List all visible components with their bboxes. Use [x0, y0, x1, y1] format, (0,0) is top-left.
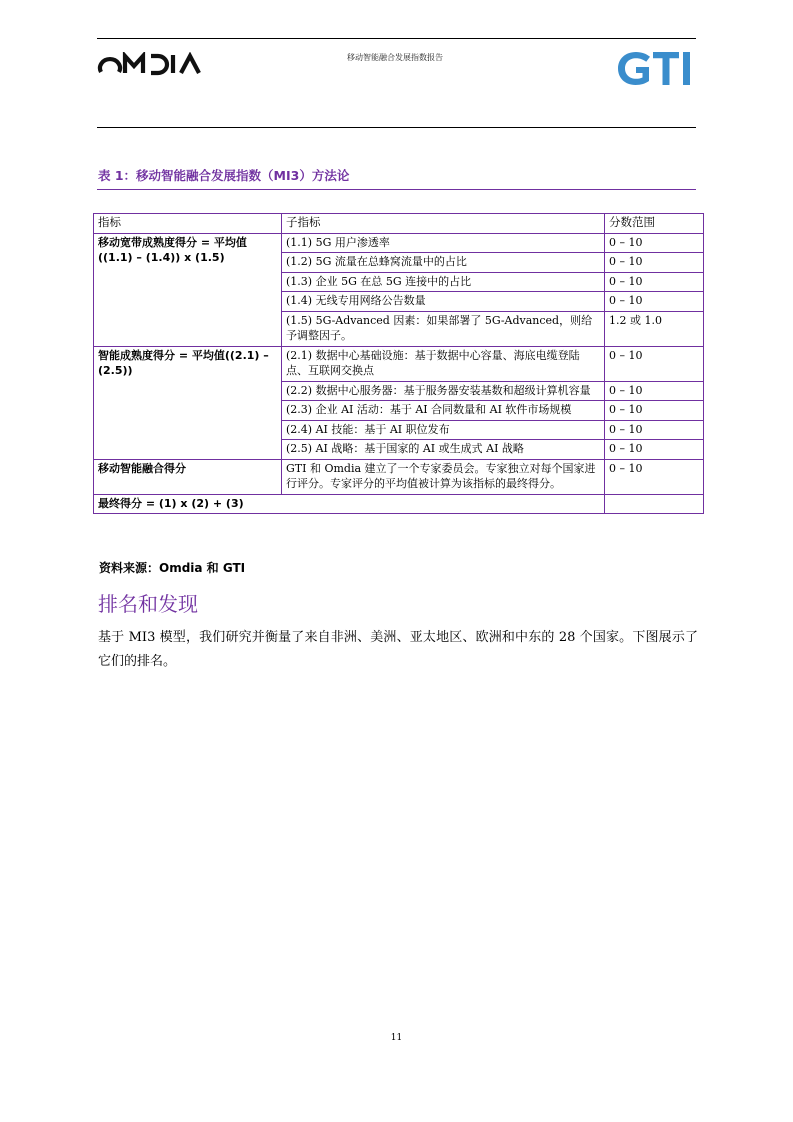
- score-range-cell: 0 – 10: [605, 401, 704, 421]
- body-paragraph: 基于 MI3 模型，我们研究并衡量了来自非洲、美洲、亚太地区、欧洲和中东的 28 个国家。下图展示了它们的排名。: [98, 630, 698, 669]
- header-sub-indicator: 子指标: [282, 214, 605, 234]
- caption-rule: [97, 189, 696, 190]
- sub-indicator-cell: (1.1) 5G 用户渗透率: [282, 233, 605, 253]
- table-row: [94, 233, 704, 253]
- score-range-cell: 0 – 10: [605, 440, 704, 460]
- score-range-cell: 0 – 10: [605, 292, 704, 312]
- final-score-empty-cell: [605, 494, 704, 514]
- sub-indicator-cell: (2.2) 数据中心服务器：基于服务器安装基数和超级计算机容量: [282, 381, 605, 401]
- final-score-row: [94, 494, 704, 514]
- methodology-table: [93, 213, 704, 514]
- sub-indicator-cell: (1.5) 5G-Advanced 因素：如果部署了 5G-Advanced，则给予调整因子。: [282, 311, 605, 346]
- indicator-cell: 智能成熟度得分 = 平均值((2.1) – (2.5)): [94, 346, 282, 459]
- score-range-cell: 0 – 10: [605, 253, 704, 273]
- sub-indicator-cell: (1.3) 企业 5G 在总 5G 连接中的占比: [282, 272, 605, 292]
- sub-indicator-cell: GTI 和 Omdia 建立了一个专家委员会。专家独立对每个国家进行评分。专家评分的平均值被计算为该指标的最终得分。: [282, 459, 605, 494]
- source-note: 资料来源：Omdia 和 GTI: [99, 561, 246, 575]
- sub-indicator-cell: (1.2) 5G 流量在总蜂窝流量中的占比: [282, 253, 605, 273]
- table-row: [94, 346, 704, 381]
- sub-indicator-cell: (2.3) 企业 AI 活动：基于 AI 合同数量和 AI 软件市场规模: [282, 401, 605, 421]
- gti-logo: [616, 49, 696, 87]
- score-range-cell: 0 – 10: [605, 233, 704, 253]
- indicator-cell: 移动智能融合得分: [94, 459, 282, 494]
- header-title: 移动智能融合发展指数报告: [347, 53, 443, 62]
- omdia-logo: [97, 52, 211, 76]
- score-range-cell: 0 – 10: [605, 346, 704, 381]
- section-heading: 排名和发现: [98, 592, 198, 616]
- sub-indicator-cell: (2.1) 数据中心基础设施：基于数据中心容量、海底电缆登陆点、互联网交换点: [282, 346, 605, 381]
- header-indicator: 指标: [94, 214, 282, 234]
- table-header-row: [94, 214, 704, 234]
- indicator-cell: 移动宽带成熟度得分 = 平均值((1.1) – (1.4)) x (1.5): [94, 233, 282, 346]
- score-range-cell: 1.2 或 1.0: [605, 311, 704, 346]
- sub-indicator-cell: (2.4) AI 技能：基于 AI 职位发布: [282, 420, 605, 440]
- final-score-cell: 最终得分 = (1) x (2) + (3): [94, 494, 605, 514]
- sub-indicator-cell: (1.4) 无线专用网络公告数量: [282, 292, 605, 312]
- table-caption: 表 1：移动智能融合发展指数（MI3）方法论: [98, 168, 350, 183]
- score-range-cell: 0 – 10: [605, 381, 704, 401]
- sub-indicator-cell: (2.5) AI 战略：基于国家的 AI 或生成式 AI 战略: [282, 440, 605, 460]
- score-range-cell: 0 – 10: [605, 272, 704, 292]
- header-bottom-rule: [97, 127, 696, 128]
- table-row: [94, 459, 704, 494]
- header-top-rule: [97, 38, 696, 39]
- score-range-cell: 0 – 10: [605, 459, 704, 494]
- page-number: 11: [390, 1033, 403, 1043]
- header-score-range: 分数范围: [605, 214, 704, 234]
- score-range-cell: 0 – 10: [605, 420, 704, 440]
